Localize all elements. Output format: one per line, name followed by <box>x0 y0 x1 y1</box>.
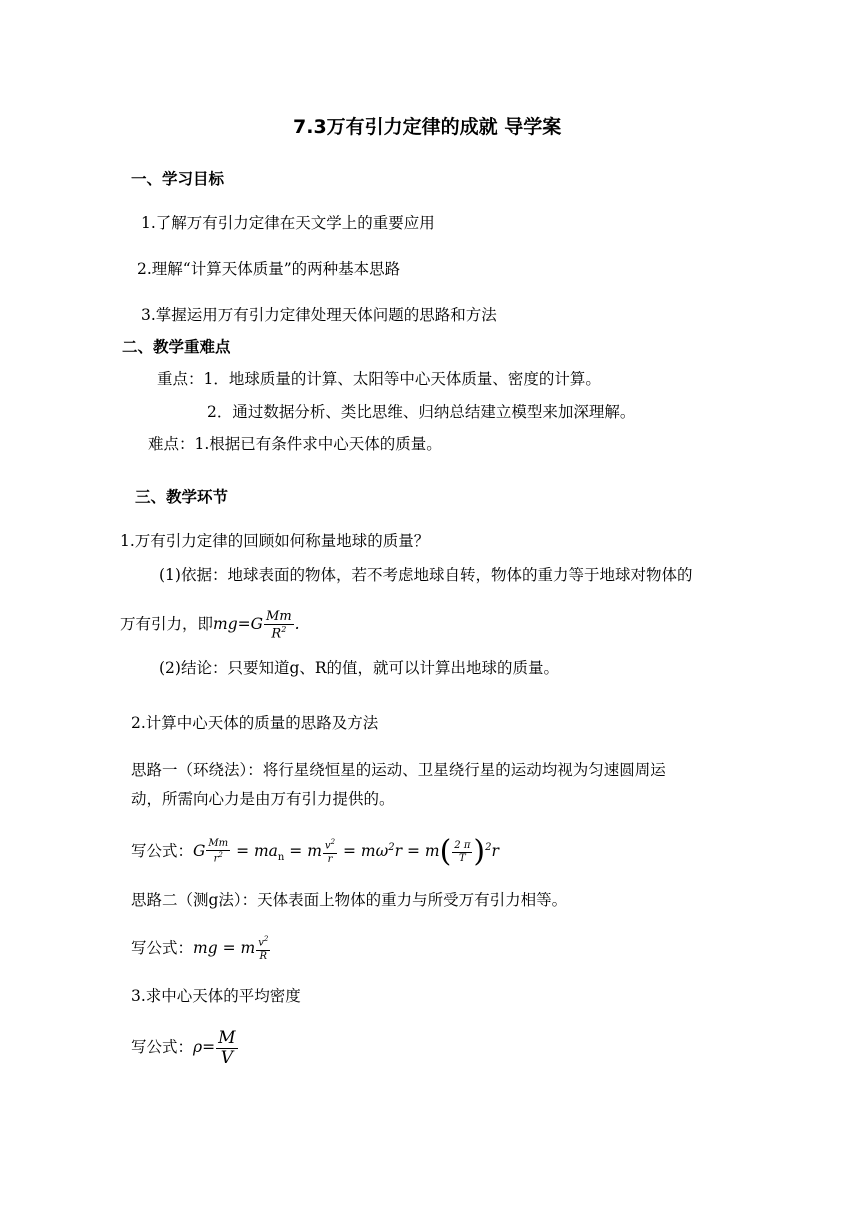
density-formula-line <box>131 1025 239 1069</box>
objective-item-2: 2.理解“计算天体质量”的两种基本思路 <box>137 260 401 278</box>
section-heading-teaching: 三、教学环节 <box>135 488 229 506</box>
key-point-1: 重点：1．地球质量的计算、太阳等中心天体质量、密度的计算。 <box>157 370 601 388</box>
part1-conclusion: (2)结论：只要知道g、R的值，就可以计算出地球的质量。 <box>159 659 560 677</box>
formula-label-surface: 写公式： <box>131 939 194 957</box>
objective-item-3: 3.掌握运用万有引力定律处理天体问题的思路和方法 <box>141 306 497 324</box>
gravity-formula-earth: mg=G $\frac{Mm}{R^2}$ . <box>213 609 300 642</box>
orbit-formula-line <box>131 830 499 876</box>
page-title: 7.3万有引力定律的成就 导学案 <box>293 116 562 138</box>
part1-basis-line2 <box>120 610 300 640</box>
formula-label-orbit: 写公式： <box>131 842 194 861</box>
surface-formula-line <box>131 930 271 966</box>
difficulty-point: 难点：1.根据已有条件求中心天体的质量。 <box>148 435 442 453</box>
section-heading-objectives: 一、学习目标 <box>131 170 225 188</box>
formula-label-density: 写公式： <box>131 1038 194 1056</box>
idea2-text: 思路二（测g法）：天体表面上物体的重力与所受万有引力相等。 <box>131 891 568 909</box>
part1-title: 1.万有引力定律的回顾如何称量地球的质量？ <box>120 532 430 550</box>
part2-title: 2.计算中心天体的质量的思路及方法 <box>131 714 379 732</box>
part1-basis-line1: (1)依据：地球表面的物体，若不考虑地球自转，物体的重力等于地球对物体的 <box>159 566 693 584</box>
idea1-line2: 动，所需向心力是由万有引力提供的。 <box>131 790 395 808</box>
key-point-2: 2．通过数据分析、类比思维、归纳总结建立模型来加深理解。 <box>207 403 636 421</box>
orbit-formula: G $\frac{Mm}{r^2}$ = $ma_n = m$ $\frac{v^2}{r}$ = $m\omega^2r = m$( $\frac{2 \pi}{T}$ )$^2$r <box>193 834 499 870</box>
idea1-line1: 思路一（环绕法）：将行星绕恒星的运动、卫星绕行星的运动均视为匀速圆周运 <box>131 761 666 779</box>
part3-title: 3.求中心天体的平均密度 <box>131 987 301 1005</box>
section-heading-key-points: 二、教学重难点 <box>122 338 231 356</box>
part1-basis-line2-text: 万有引力，即 <box>120 615 214 634</box>
objective-item-1: 1.了解万有引力定律在天文学上的重要应用 <box>141 214 435 232</box>
surface-formula: mg = m $\frac{v^2}{R}$ <box>193 935 269 962</box>
density-formula: ρ= $\frac{M}{V}$ <box>193 1027 236 1068</box>
